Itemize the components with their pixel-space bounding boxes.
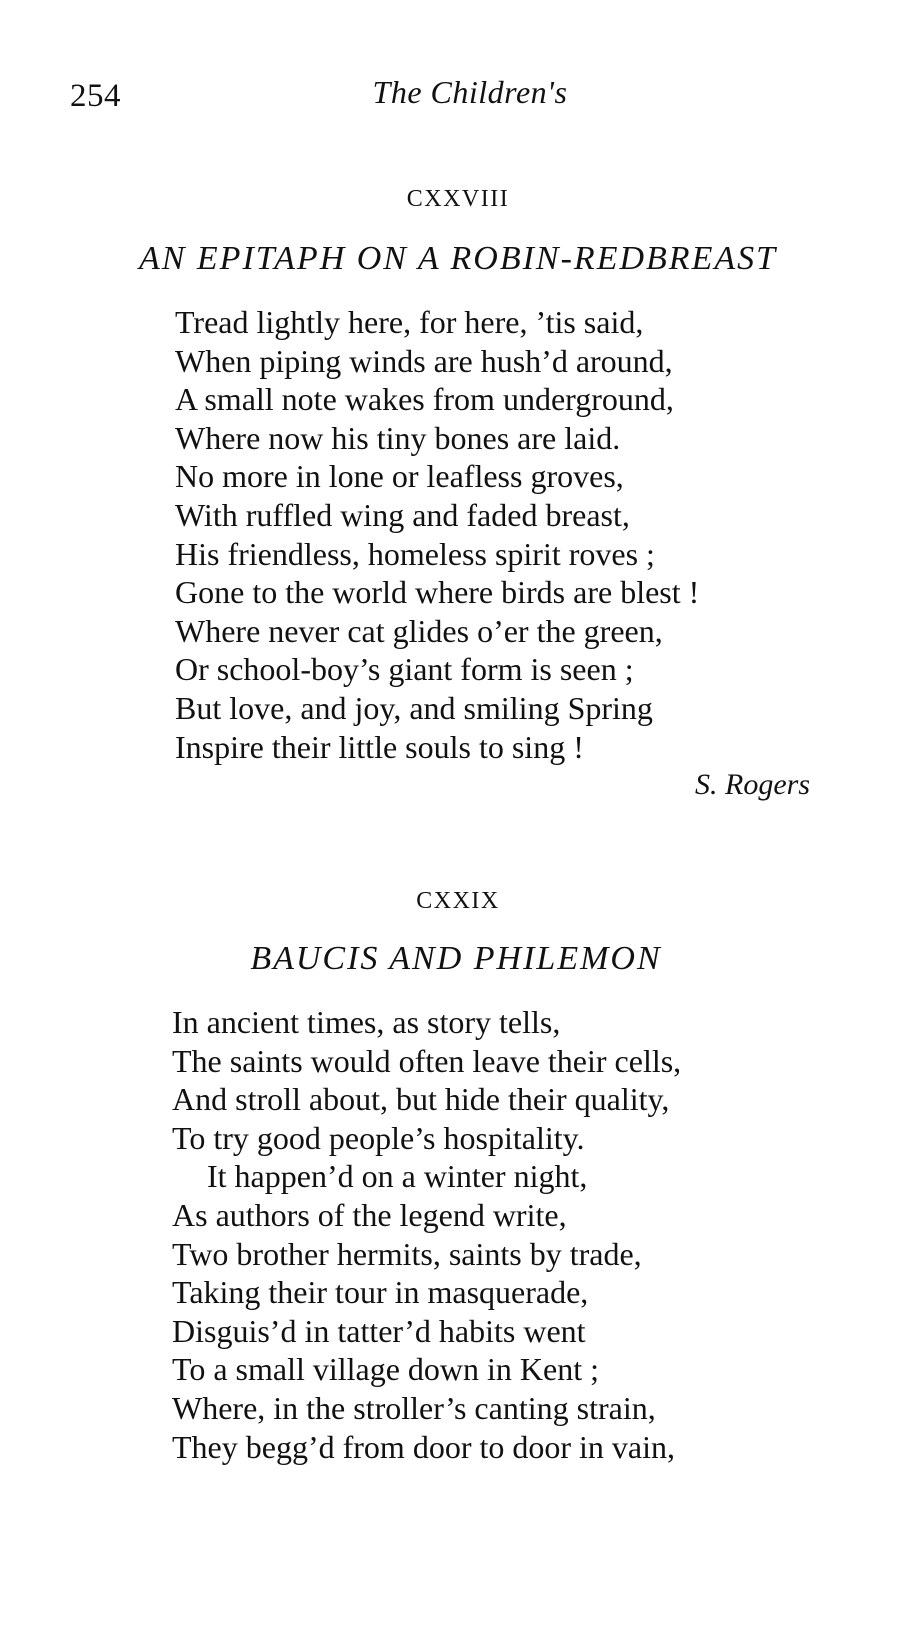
poem-line: Or school-boy’s giant form is seen ; (175, 651, 634, 688)
poem-stanza (172, 1003, 681, 1466)
poem-line: It happen’d on a winter night, (207, 1158, 588, 1195)
poem-line: Where never cat glides o’er the green, (175, 612, 663, 649)
poem-line: In ancient times, as story tells, (172, 1004, 561, 1040)
poem-line: Disguis’d in tatter’d habits went (172, 1312, 586, 1349)
poem-line: When piping winds are hush’d around, (175, 342, 673, 379)
poem-line: The saints would often leave their cells, (172, 1042, 682, 1079)
poem-number: CXXIX (416, 888, 500, 914)
page-number: 254 (70, 78, 121, 114)
poem-author: S. Rogers (695, 768, 810, 801)
poem-line: Tread lightly here, for here, ’tis said, (175, 304, 644, 340)
poem-line: A small note wakes from underground, (175, 381, 674, 418)
poem-line: They begg’d from door to door in vain, (172, 1428, 675, 1465)
poem-line: Where now his tiny bones are laid. (175, 419, 621, 456)
poem-line: Taking their tour in masquerade, (172, 1274, 589, 1311)
poem-line: His friendless, homeless spirit roves ; (175, 535, 655, 572)
running-title: The Children's (372, 74, 568, 110)
poem-line: Inspire their little souls to sing ! (175, 728, 584, 765)
poem-line: Two brother hermits, saints by trade, (172, 1235, 642, 1272)
poem-line: Gone to the world where birds are blest ! (175, 574, 700, 611)
poem-line: Where, in the stroller’s canting strain, (172, 1389, 656, 1426)
poem-number: CXXVIII (406, 186, 510, 212)
poem-line: And stroll about, but hide their quality, (172, 1081, 670, 1118)
poem-line: As authors of the legend write, (172, 1196, 567, 1233)
poem-stanza (175, 303, 699, 766)
poem-line: No more in lone or leafless groves, (175, 458, 624, 495)
poem-line: With ruffled wing and faded breast, (175, 496, 630, 533)
poem-line: To try good people’s hospitality. (172, 1119, 585, 1156)
poem-title: BAUCIS AND PHILEMON (250, 940, 662, 977)
poem-title: AN EPITAPH ON A ROBIN-REDBREAST (138, 240, 778, 277)
poem-line: But love, and joy, and smiling Spring (175, 689, 653, 726)
poem-line: To a small village down in Kent ; (172, 1351, 600, 1388)
